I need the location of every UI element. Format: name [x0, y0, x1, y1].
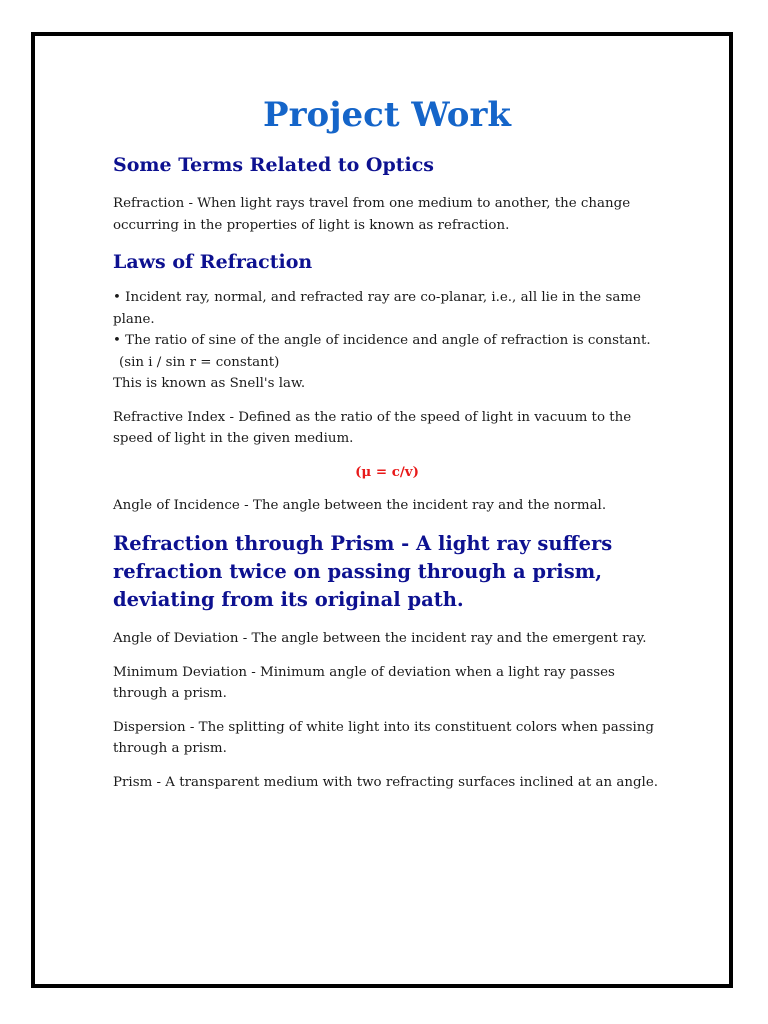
page-title: Project Work [263, 95, 511, 135]
refraction-definition: Refraction - When light rays travel from one medium to another, the change occurring in the properties of light is known as refraction. [113, 196, 631, 233]
snells-law-note: This is known as Snell's law. [113, 376, 306, 391]
document-body [113, 92, 661, 793]
dispersion-definition: Dispersion - The splitting of white light into its constituent colors when passing through a prism. [113, 719, 654, 756]
refractive-index-definition: Refractive Index - Defined as the ratio of the speed of light in vacuum to the speed of light in the given medium. [113, 409, 632, 446]
prism-definition: Prism - A transparent medium with two refracting surfaces inclined at an angle. [113, 774, 659, 790]
angle-of-incidence-definition: Angle of Incidence - The angle between the incident ray and the normal. [113, 497, 607, 513]
heading-refraction-through-prism: Refraction through Prism - A light ray suffers refraction twice on passing through a prism, deviating from its original path. [113, 532, 613, 611]
law-item-coplanar: • Incident ray, normal, and refracted ray are co-planar, i.e., all lie in the same plane. [113, 290, 641, 327]
snells-law-formula: (sin i / sin r = constant) [119, 354, 280, 370]
minimum-deviation-definition: Minimum Deviation - Minimum angle of deviation when a light ray passes through a prism. [113, 664, 615, 701]
refractive-index-formula: (μ = c/v) [355, 463, 419, 480]
heading-laws-of-refraction: Laws of Refraction [113, 251, 313, 273]
law-item-sine-ratio: • The ratio of sine of the angle of incidence and angle of refraction is constant. [113, 333, 651, 348]
laws-list [113, 287, 661, 395]
heading-optics-terms: Some Terms Related to Optics [113, 154, 435, 176]
angle-of-deviation-definition: Angle of Deviation - The angle between the incident ray and the emergent ray. [113, 631, 647, 646]
